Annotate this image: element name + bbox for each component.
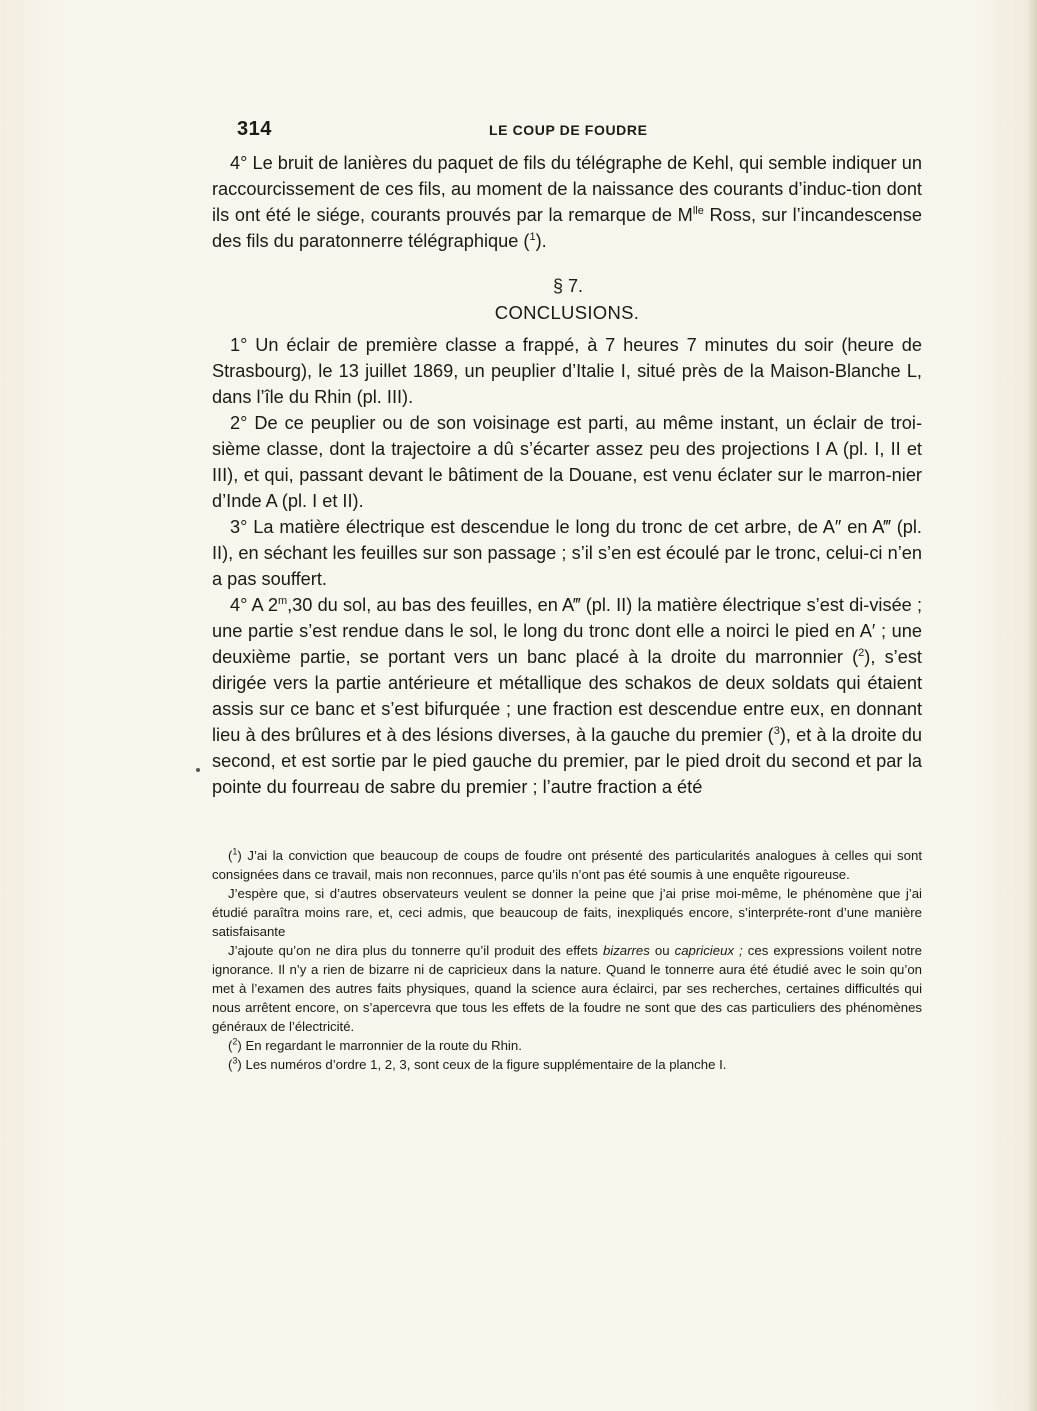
conclusion-4-text-b: ,30 du sol, au bas des feuilles, en A‴ (pl. II) la matière électrique s’est di-visée ; une partie s’est rendue dans le sol, le long du tronc dont elle a noirci le pied en A′ ; une deuxième partie, se portant vers un banc placé à la droite du marronnier ( [212,595,923,667]
footnote-3-mark: 3 [232,1055,238,1066]
footnote-2-mark: 2 [232,1036,238,1047]
main-text [212,150,922,800]
footnote-1-text: J’ai la conviction que beaucoup de coups de foudre ont présenté des particularités analogues à celles qui sont consignées dans ce travail, mais non reconnues, parce qu’ils n’ont pas été soumis à une enquête rigoureuse. [212,848,922,882]
footnote-1-para-2: J’espère que, si d’autres observateurs veulent se donner la peine que j’ai prise moi-même, le phénomène que j’ai étudié paraîtra moins rare, et, ceci admis, que beaucoup de faits, inexpliqués encore, s’interpréte-ront d’une manière satisfaisante [212,886,922,939]
conclusion-3: 3° La matière électrique est descendue le long du tronc de cet arbre, de A″ en A‴ (pl. II), en séchant les feuilles sur son passage ; s’il s’en est écoulé par le tronc, celui-ci n’en a pas souffert. [212,517,922,589]
paragraph-4-end: ). [535,231,547,251]
footnote-3-text: Les numéros d’ordre 1, 2, 3, sont ceux de la figure supplémentaire de la planche I. [241,1057,727,1072]
footnote-1-para-3-text: J’ajoute qu’on ne dira plus du tonnerre qu’il produit des effets [228,943,603,958]
ink-speck [196,768,200,772]
conclusion-1: 1° Un éclair de première classe a frappé, à 7 heures 7 minutes du soir (heure de Strasbourg), le 13 juillet 1869, un peuplier d’Italie I, situé près de la Maison-Blanche L, dans l’île du Rhin (pl. III). [212,335,922,407]
footnote-1-para-3 [212,941,922,1036]
running-head: LE COUP DE FOUDRE [489,122,648,138]
superscript-lle: lle [692,204,704,217]
italic-bizarres: bizarres [602,943,650,958]
footnotes [212,846,922,1074]
conclusion-4-text-c: ), s’est dirigée vers la partie antérieure et métallique des schakos de deux soldats qui étaient assis sur ce banc et s’est bifurquée ; une fraction est descendue entre eux, en donnant lieu à des brûlures et à des lésions diverses, à la gauche du premier ( [212,647,922,745]
page-number: 314 [237,118,272,140]
conclusion-4-text: 4° A 2 [230,595,278,615]
superscript-m: m [277,594,288,607]
conclusion-4-text-d: ), et à la droite du second, et est sortie par le pied gauche du premier, par le pied droit du second et par la pointe du fourreau de sabre du premier ; l’autre fraction a été [212,725,922,797]
section-title: CONCLUSIONS. [494,302,640,323]
footnote-1-para-3-after: ces expressions voilent notre ignorance. Il n’y a rien de bizarre ni de capricieux dans la nature. Quand le tonnerre aura été étudié avec le soin qu’on met à l’examen des autres faits physiques, quand la science aura éclairci, par ses recherches, certaines difficultés qui nous arrêtent encore, on s’apercevra que tous les effets de la foudre ne sont que des cas particuliers des phénomènes généraux de l’électricité. [212,943,922,1034]
footnote-1: ($^1$) J’ai la conviction que beaucoup de coups de foudre ont présenté des particularités analogues à celles qui sont consignées dans ce travail, mais non reconnues, parce qu’ils n’ont pas été soumis à une enquête rigoureuse. [212,846,922,882]
footnote-2-text: En regardant le marronnier de la route du Rhin. [241,1038,522,1053]
italic-capricieux: capricieux ; [674,943,743,958]
conclusion-2: 2° De ce peuplier ou de son voisinage est parti, au même instant, un éclair de troi-sième classe, dont la trajectoire a dû s’écarter assez peu des projections I A (pl. I, II et III), et qui, passant devant le bâtiment de la Douane, est venu éclater sur le marron-nier d’Inde A (pl. I et II). [212,413,922,511]
paragraph-4-text: 4° Le bruit de lanières du paquet de fils du télégraphe de Kehl, qui semble indiquer un raccourcissement de ces fils, au moment de la naissance des courants d’induc-tion dont ils ont été le siége, courants prouvés par la remarque de M [212,153,922,225]
footnote-2: ($^2$) En regardant le marronnier de la route du Rhin. [228,1036,522,1053]
conclusion-4 [212,592,922,800]
footnote-ref-2: 2 [858,646,865,659]
footnote-1-mark: 1 [232,846,238,857]
page-header [237,118,837,140]
footnote-ref-3: 3 [773,724,780,737]
page-edge-shadow [1027,0,1037,1411]
section-mark: § 7. [552,276,584,296]
footnote-1-para-3-mid: ou [649,943,675,958]
footnote-3: ($^3$) Les numéros d’ordre 1, 2, 3, sont ceux de la figure supplémentaire de la planche I. [228,1055,727,1072]
paragraph-4-text-cont: Ross, sur l’incandescense des fils du paratonnerre télégraphique ( [212,205,922,251]
footnote-ref-1: 1 [529,230,536,243]
paragraph-4 [212,150,922,254]
